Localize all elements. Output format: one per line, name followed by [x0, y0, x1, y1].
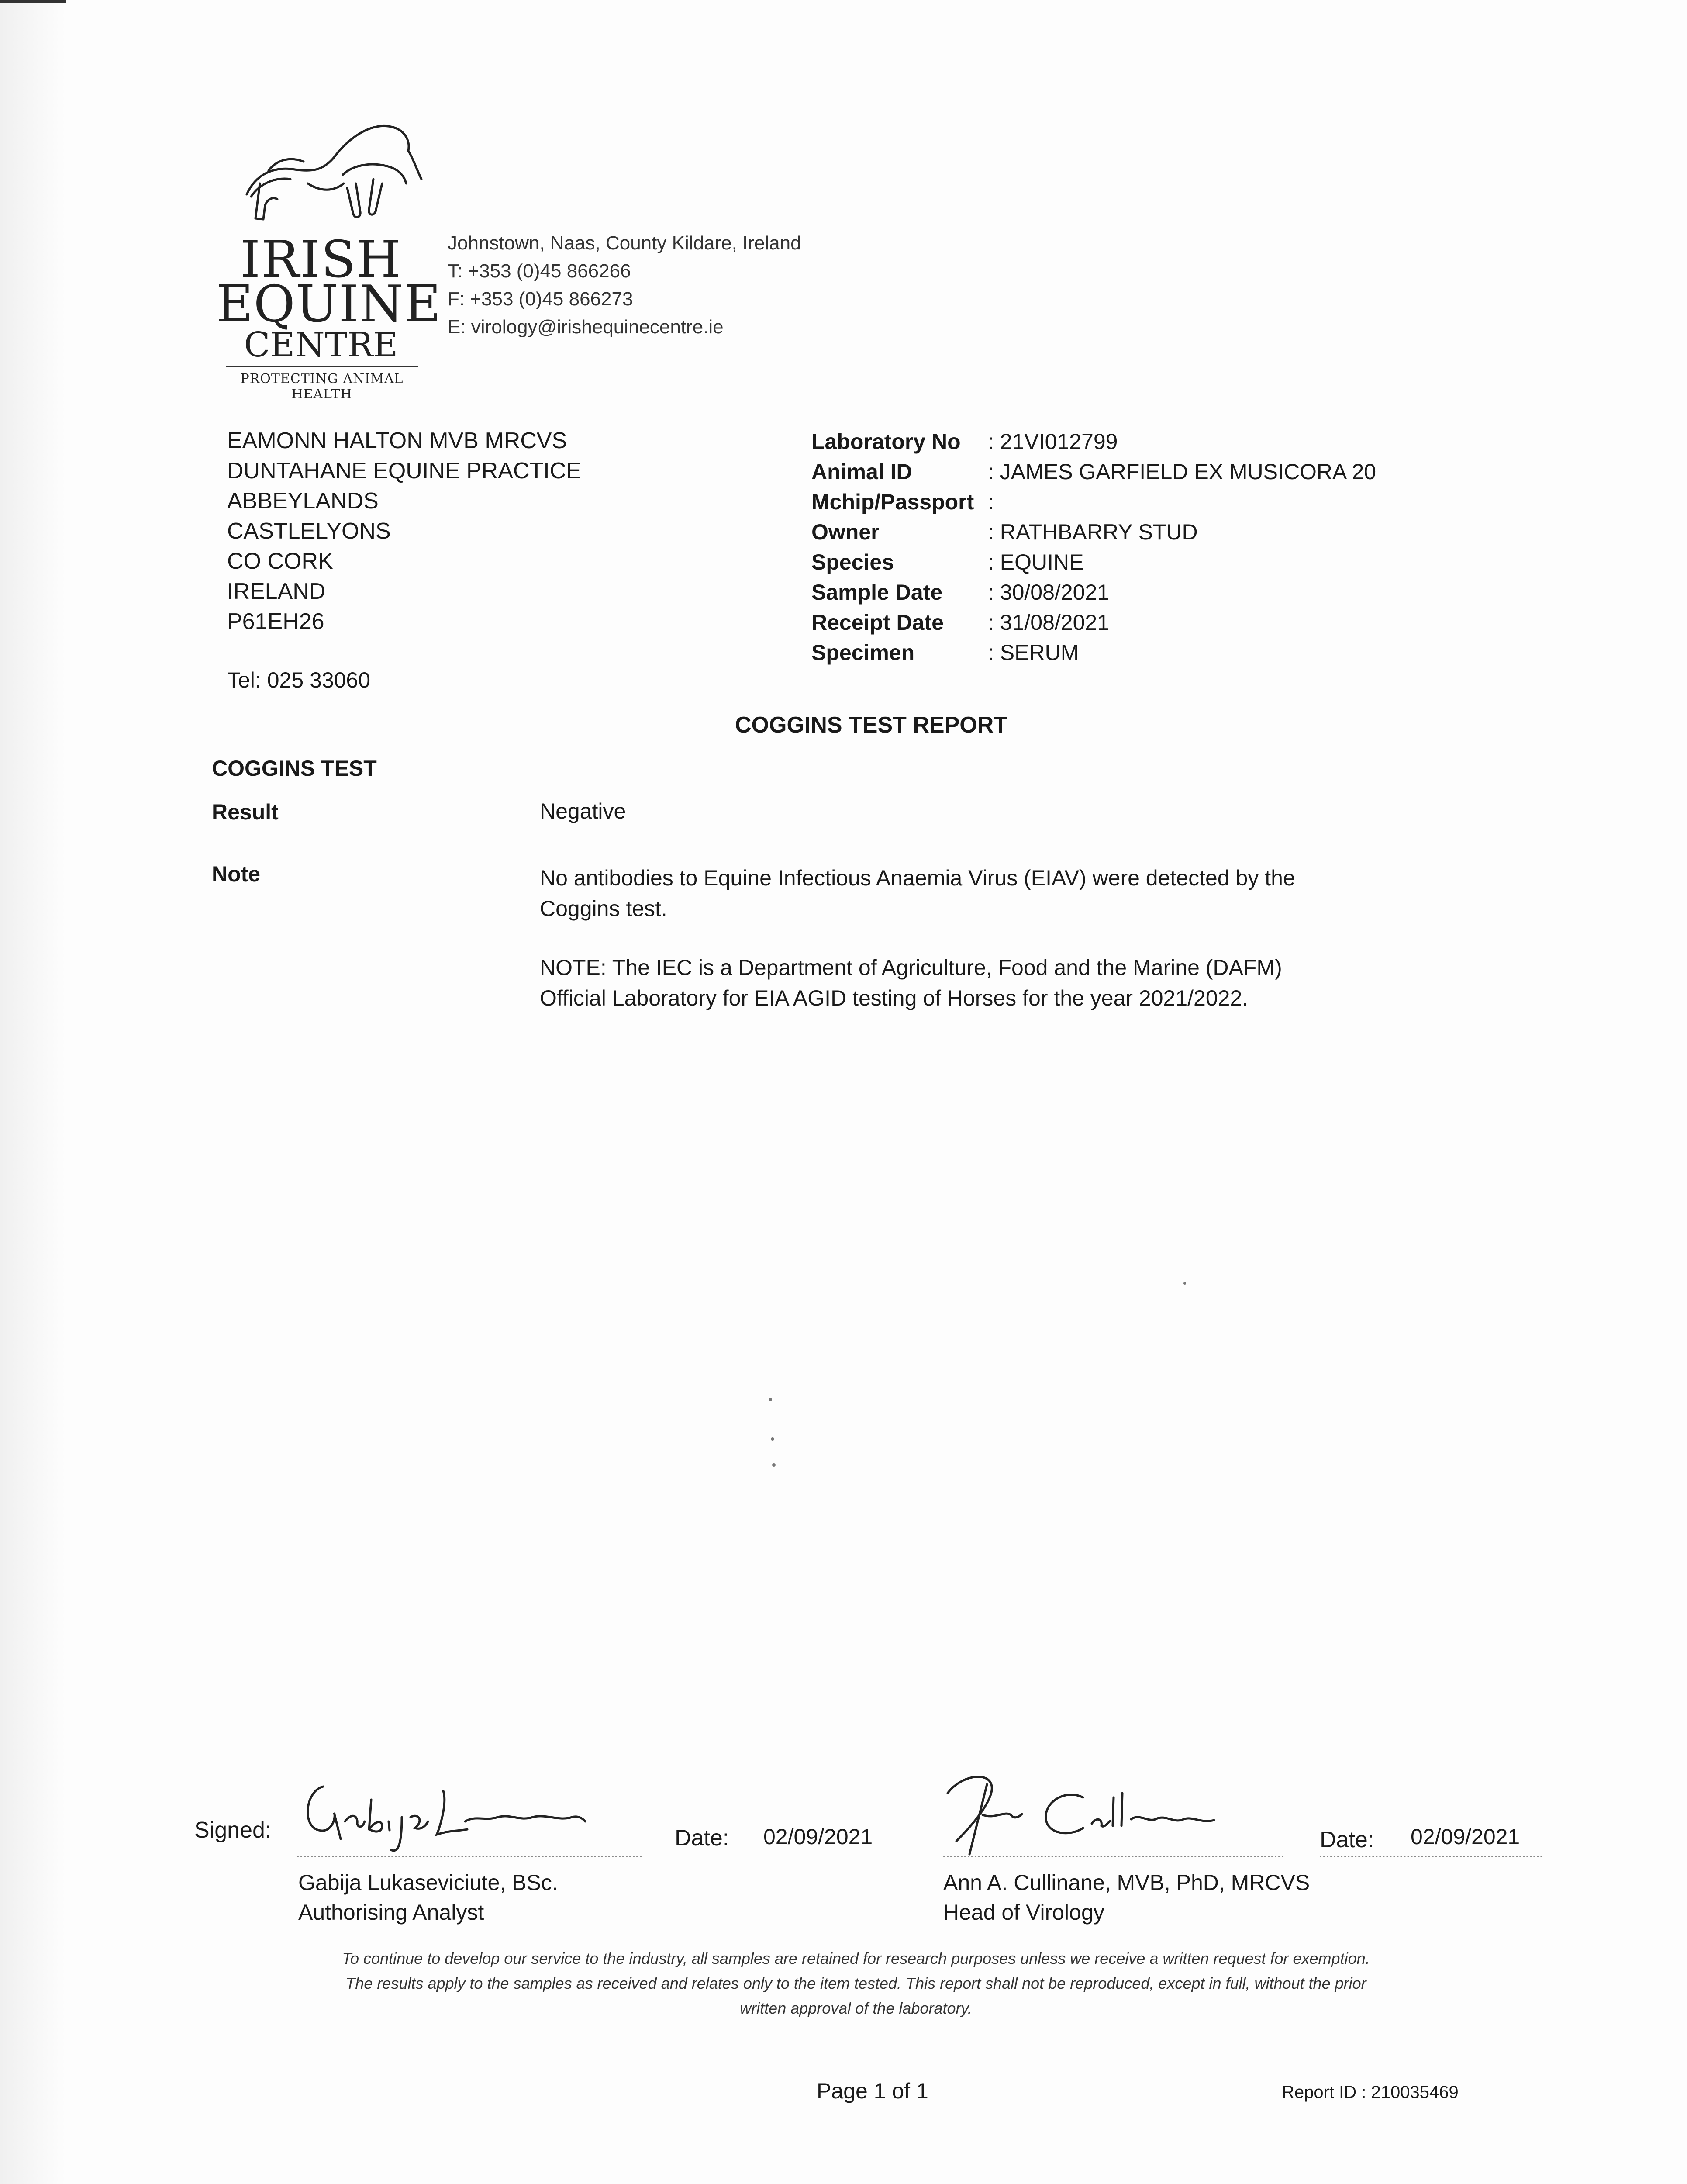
scan-speck [769, 1398, 772, 1401]
report-id: Report ID : 210035469 [1282, 2083, 1459, 2102]
disclaimer-line: written approval of the laboratory. [740, 1999, 972, 2017]
detail-row-species [811, 547, 1376, 577]
signature-line [943, 1856, 1284, 1857]
disclaimer-line: To continue to develop our service to the industry, all samples are retained for research purposes unless we receive a written request for exemption. [342, 1949, 1370, 1967]
signature-cullinane [939, 1767, 1236, 1856]
scan-speck [772, 1463, 776, 1467]
signature-line [1320, 1856, 1542, 1857]
detail-value: : RATHBARRY STUD [988, 520, 1198, 544]
signer-2-name: Ann A. Cullinane, MVB, PhD, MRCVS [943, 1870, 1310, 1895]
result-value: Negative [540, 799, 626, 823]
logo-line-equine: EQUINE [216, 275, 442, 334]
detail-value: : SERUM [988, 640, 1079, 665]
detail-label: Animal ID [811, 460, 912, 484]
note-text: No antibodies to Equine Infectious Anaemia Virus (EIAV) were detected by the Coggins test. [540, 866, 1295, 921]
signer-1-role: Authorising Analyst [298, 1900, 484, 1925]
dafm-note: NOTE: The IEC is a Department of Agriculture, Food and the Marine (DAFM) Official Laboratory for EIA AGID testing of Horses for the year 2021/2022. [540, 955, 1282, 1010]
detail-label: Specimen [811, 640, 915, 665]
logo-tagline: PROTECTING ANIMAL HEALTH [240, 371, 404, 402]
signer-2-role: Head of Virology [943, 1900, 1104, 1925]
lab-fax: F: +353 (0)45 866273 [448, 288, 633, 310]
horse-logo-icon [242, 118, 426, 227]
detail-row-animal-id [811, 457, 1376, 487]
detail-row-mchip-passport [811, 487, 1376, 517]
result-label: Result [212, 800, 279, 824]
logo-divider [226, 366, 418, 367]
signed-label: Signed: [194, 1818, 272, 1843]
logo-line-centre: CENTRE [244, 325, 398, 365]
detail-label: Sample Date [811, 580, 943, 605]
report-title: COGGINS TEST REPORT [735, 712, 1008, 738]
signer-2-date: 02/09/2021 [1411, 1825, 1520, 1849]
recipient-tel: Tel: 025 33060 [227, 668, 371, 692]
test-heading: COGGINS TEST [212, 756, 377, 781]
recipient-line: DUNTAHANE EQUINE PRACTICE [227, 458, 581, 484]
detail-value: : 21VI012799 [988, 429, 1118, 454]
page-number: Page 1 of 1 [817, 2079, 928, 2103]
scan-corner-mark [0, 0, 66, 3]
recipient-address [227, 426, 581, 637]
lab-contact-block [448, 229, 801, 341]
detail-label: Receipt Date [811, 610, 944, 635]
recipient-line: P61EH26 [227, 609, 324, 634]
lab-email: E: virology@irishequinecentre.ie [448, 316, 724, 338]
sample-details [811, 427, 1376, 668]
detail-value: : EQUINE [988, 550, 1084, 574]
lab-address: Johnstown, Naas, County Kildare, Ireland [448, 232, 801, 254]
signer-2 [943, 1868, 1310, 1927]
detail-value: : [988, 490, 994, 514]
scan-edge [0, 0, 66, 2184]
signature-lukaseviciute [293, 1773, 590, 1856]
detail-row-laboratory-no [811, 427, 1376, 457]
recipient-line: EAMONN HALTON MVB MRCVS [227, 428, 567, 453]
recipient-line: ABBEYLANDS [227, 488, 379, 514]
note-label: Note [212, 862, 261, 886]
signature-line [297, 1856, 642, 1857]
recipient-line: CO CORK [227, 549, 333, 574]
signer-1 [298, 1868, 558, 1927]
scan-speck [1183, 1282, 1186, 1285]
signer-1-name: Gabija Lukaseviciute, BSc. [298, 1870, 558, 1895]
scan-speck [771, 1437, 774, 1441]
date-label: Date: [675, 1825, 729, 1851]
detail-value: : 31/08/2021 [988, 610, 1110, 635]
detail-value: : JAMES GARFIELD EX MUSICORA 20 [988, 460, 1377, 484]
disclaimer-line: The results apply to the samples as received and relates only to the item tested. This report shall not be reproduced, except in full, without the prior [345, 1974, 1366, 1992]
detail-row-receipt-date [811, 608, 1376, 638]
detail-label: Laboratory No [811, 429, 961, 454]
detail-label: Species [811, 550, 894, 574]
logo-line-irish: IRISH [240, 230, 402, 289]
lab-phone: T: +353 (0)45 866266 [448, 260, 631, 282]
detail-row-specimen [811, 638, 1376, 668]
detail-row-sample-date [811, 577, 1376, 608]
signer-1-date: 02/09/2021 [763, 1825, 873, 1849]
recipient-line: IRELAND [227, 579, 326, 604]
recipient-line: CASTLELYONS [227, 518, 391, 544]
disclaimer [245, 1946, 1467, 2021]
detail-value: : 30/08/2021 [988, 580, 1110, 605]
detail-row-owner [811, 517, 1376, 547]
irish-equine-centre-logo [216, 118, 442, 402]
detail-label: Owner [811, 520, 880, 544]
date-label: Date: [1320, 1827, 1374, 1852]
detail-label: Mchip/Passport [811, 490, 974, 514]
